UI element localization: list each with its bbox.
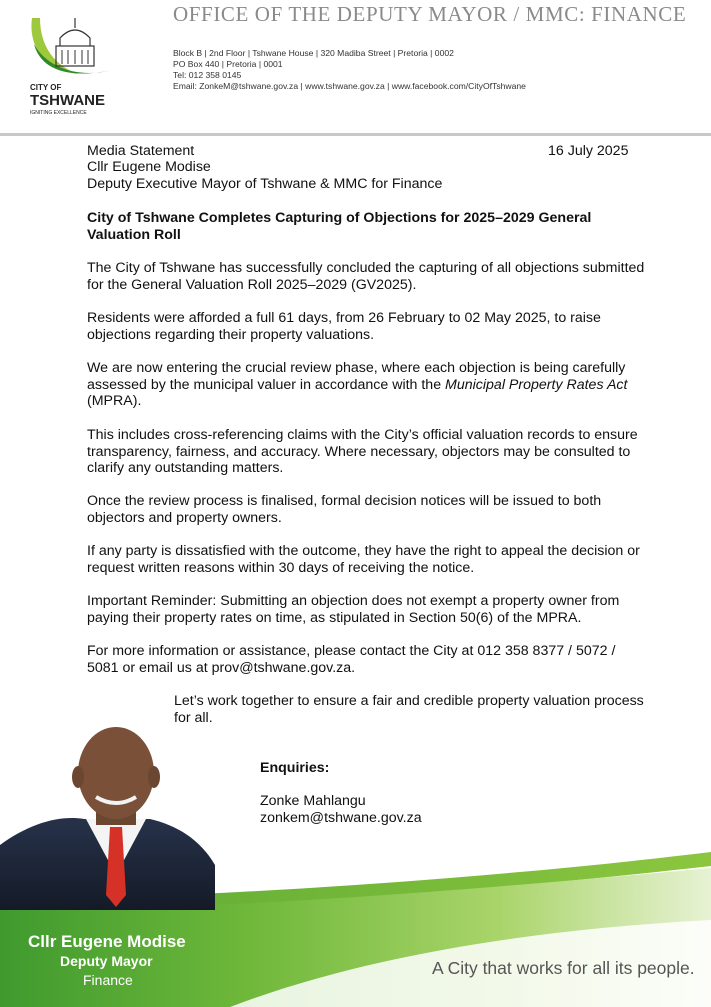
telephone: Tel: 012 358 0145: [173, 70, 242, 80]
paragraph-5: Once the review process is finalised, formal decision notices will be issued to both objectors and property owners.: [87, 493, 602, 526]
logo-city-of: CITY OF: [30, 83, 62, 92]
paragraph-7: Important Reminder: Submitting an objection does not exempt a property owner from paying their property rates on time, as stipulated in Section 50(6) of the MPRA.: [87, 593, 620, 626]
footer-name: Cllr Eugene Modise: [28, 932, 186, 951]
footer-slogan: A City that works for all its people.: [432, 958, 695, 978]
paragraph-4: This includes cross-referencing claims with the City’s official valuation records to ensure transparency, fairness, and accuracy. Where necessary, objectors may be consulted to clarify any outstanding matters.: [87, 427, 638, 477]
deputy-mayor-portrait: [0, 715, 215, 910]
paragraph-3-text-a: We are now entering the crucial review phase, where each objection is being carefully assessed by the municipal valuer in accordance with the: [87, 360, 626, 393]
address-line-2: PO Box 440 | Pretoria | 0001: [173, 59, 283, 69]
paragraph-1: The City of Tshwane has successfully concluded the capturing of all objections submitted for the General Valuation Roll 2025–2029 (GV2025).: [87, 260, 645, 293]
city-hall-emblem-icon: [26, 8, 122, 116]
paragraph-8: For more information or assistance, please contact the City at 012 358 8377 / 5072 / 5081 or email us at prov@tshwane.gov.za.: [87, 643, 616, 676]
closing-line: Let’s work together to ensure a fair and credible property valuation process for all.: [174, 693, 644, 726]
statement-author: Cllr Eugene Modise: [87, 159, 211, 175]
office-title: OFFICE OF THE DEPUTY MAYOR / MMC: FINANCE: [173, 2, 687, 26]
paragraph-6: If any party is dissatisfied with the outcome, they have the right to appeal the decision or request written reasons within 30 days of receiving the notice.: [87, 543, 640, 576]
statement-headline: City of Tshwane Completes Capturing of Objections for 2025–2029 General Valuation Roll: [87, 210, 592, 243]
header-divider: [0, 133, 711, 136]
city-of-tshwane-logo: [26, 8, 122, 116]
footer-department: Finance: [83, 972, 133, 988]
logo-tshwane: TSHWANE: [30, 92, 105, 109]
statement-date: 16 July 2025: [548, 143, 629, 159]
paragraph-2: Residents were afforded a full 61 days, from 26 February to 02 May 2025, to raise objections regarding their property valuations.: [87, 310, 601, 343]
enquiries-email[interactable]: zonkem@tshwane.gov.za: [260, 810, 422, 826]
statement-type: Media Statement: [87, 143, 195, 159]
statement-author-title: Deputy Executive Mayor of Tshwane & MMC for Finance: [87, 176, 443, 192]
address-line-1: Block B | 2nd Floor | Tshwane House | 320 Madiba Street | Pretoria | 0002: [173, 48, 454, 58]
paragraph-3-text-b: (MPRA).: [87, 393, 142, 410]
paragraph-3: [87, 360, 647, 410]
logo-tagline: IGNITING EXCELLENCE: [30, 110, 87, 116]
email-web-line: Email: ZonkeM@tshwane.gov.za | www.tshwane.gov.za | www.facebook.com/CityOfTshwane: [173, 81, 526, 91]
enquiries-name: Zonke Mahlangu: [260, 793, 366, 809]
mpra-act-name: Municipal Property Rates Act: [445, 376, 628, 393]
enquiries-heading: Enquiries:: [260, 760, 330, 776]
footer-role: Deputy Mayor: [60, 953, 153, 969]
